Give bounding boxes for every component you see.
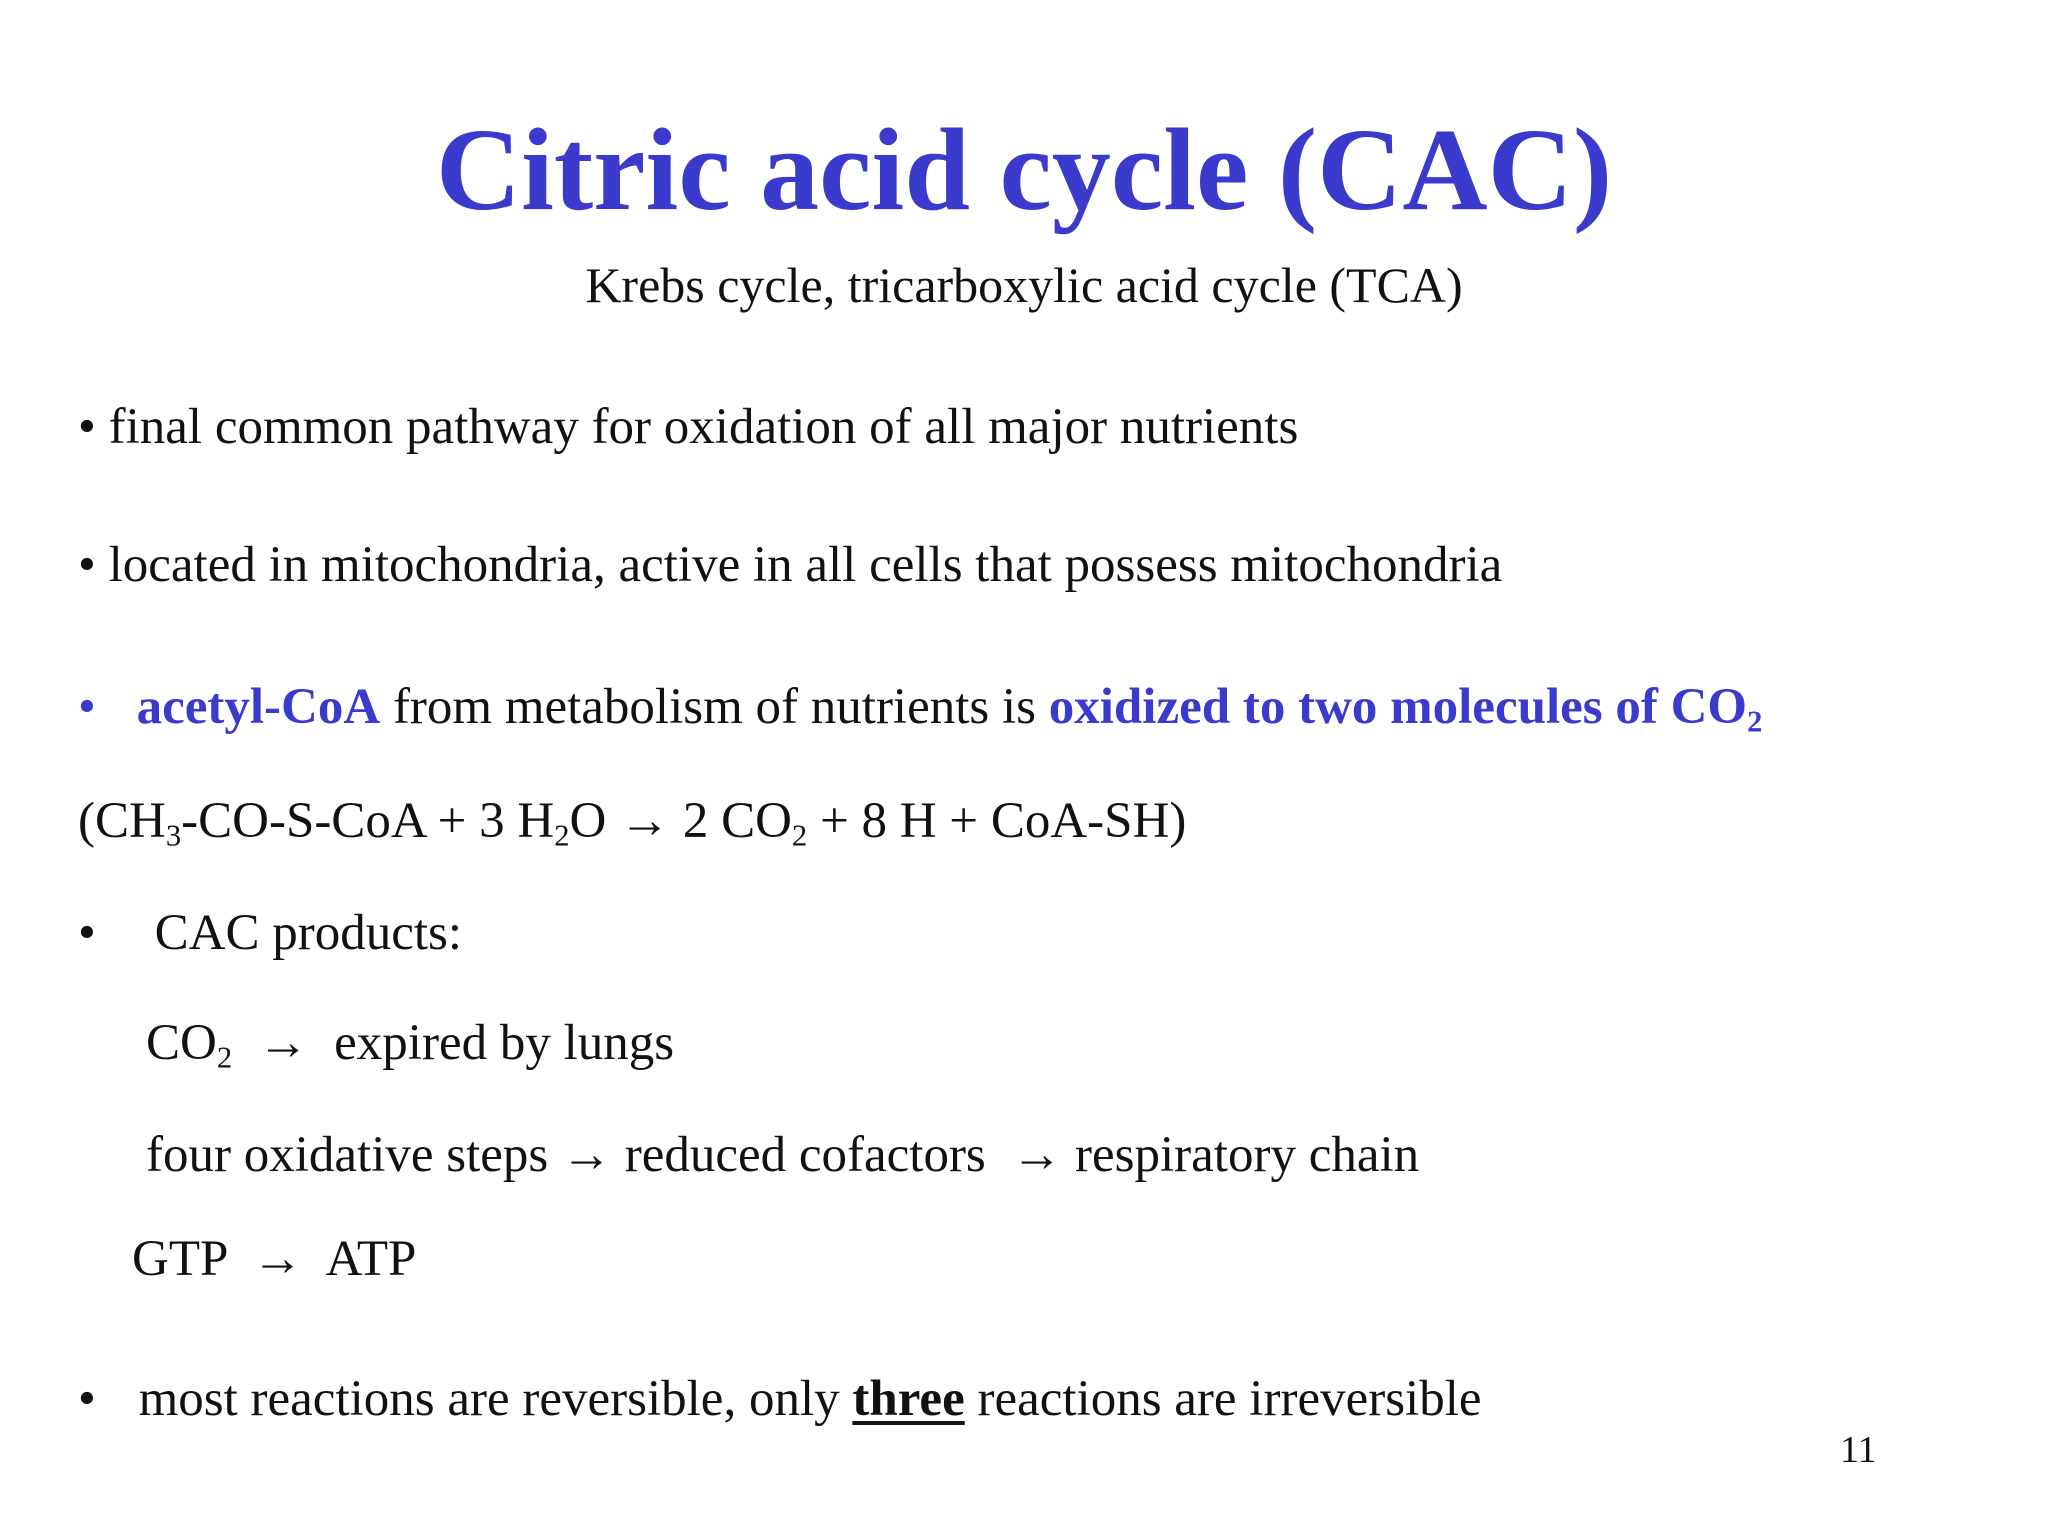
slide-title: Citric acid cycle (CAC) <box>435 104 1613 235</box>
bullet-item-5 <box>78 1368 1482 1430</box>
product-text: → expired by lungs <box>232 1015 675 1071</box>
product-item-co2 <box>146 1012 674 1074</box>
highlight-main: oxidized to two molecules of CO <box>1048 679 1748 735</box>
product-item-oxidative-steps: four oxidative steps → reduced cofactors → respiratory chain <box>146 1127 1420 1183</box>
subscript: 2 <box>216 1040 233 1075</box>
bullet-icon: • <box>78 399 96 455</box>
bullet-item-2 <box>78 534 1502 596</box>
emphasis-three: three <box>852 1371 965 1427</box>
bullet-text: CAC products: <box>154 905 463 961</box>
bullet-text: reactions are irreversible <box>964 1371 1482 1427</box>
product-text: CO <box>146 1015 217 1071</box>
bullet-icon: • <box>78 537 96 593</box>
subscript: 2 <box>554 818 570 853</box>
bullet-text: located in mitochondria, active in all cells that possess mitochondria <box>108 537 1503 593</box>
equation-part: O → 2 CO <box>569 793 792 849</box>
subscript: 3 <box>165 818 182 853</box>
bullet-item-3 <box>78 676 1762 738</box>
bullet-item-1 <box>78 396 1298 458</box>
bullet-text: most reactions are reversible, only <box>138 1371 853 1427</box>
subscript: 2 <box>1747 704 1763 739</box>
term-acetyl-coa: acetyl-CoA <box>136 679 381 735</box>
bullet-item-4 <box>78 902 462 964</box>
product-item-gtp: GTP → ATP <box>132 1231 417 1287</box>
page-number: 11 <box>1840 1429 1877 1471</box>
equation-part: -CO-S-CoA + 3 H <box>181 793 555 849</box>
equation-part: + 8 H + CoA-SH) <box>807 793 1187 849</box>
bullet-icon: • <box>78 1371 96 1427</box>
bullet-icon: • <box>78 679 96 735</box>
subscript: 2 <box>791 818 808 853</box>
reaction-equation <box>78 790 1186 852</box>
slide-subtitle: Krebs cycle, tricarboxylic acid cycle (TCA) <box>585 257 1463 313</box>
highlight-text <box>1048 679 1763 739</box>
bullet-icon: • <box>78 905 96 961</box>
bullet-text: from metabolism of nutrients is <box>380 679 1049 735</box>
bullet-text: final common pathway for oxidation of all major nutrients <box>108 399 1299 455</box>
equation-part: (CH <box>78 793 166 849</box>
